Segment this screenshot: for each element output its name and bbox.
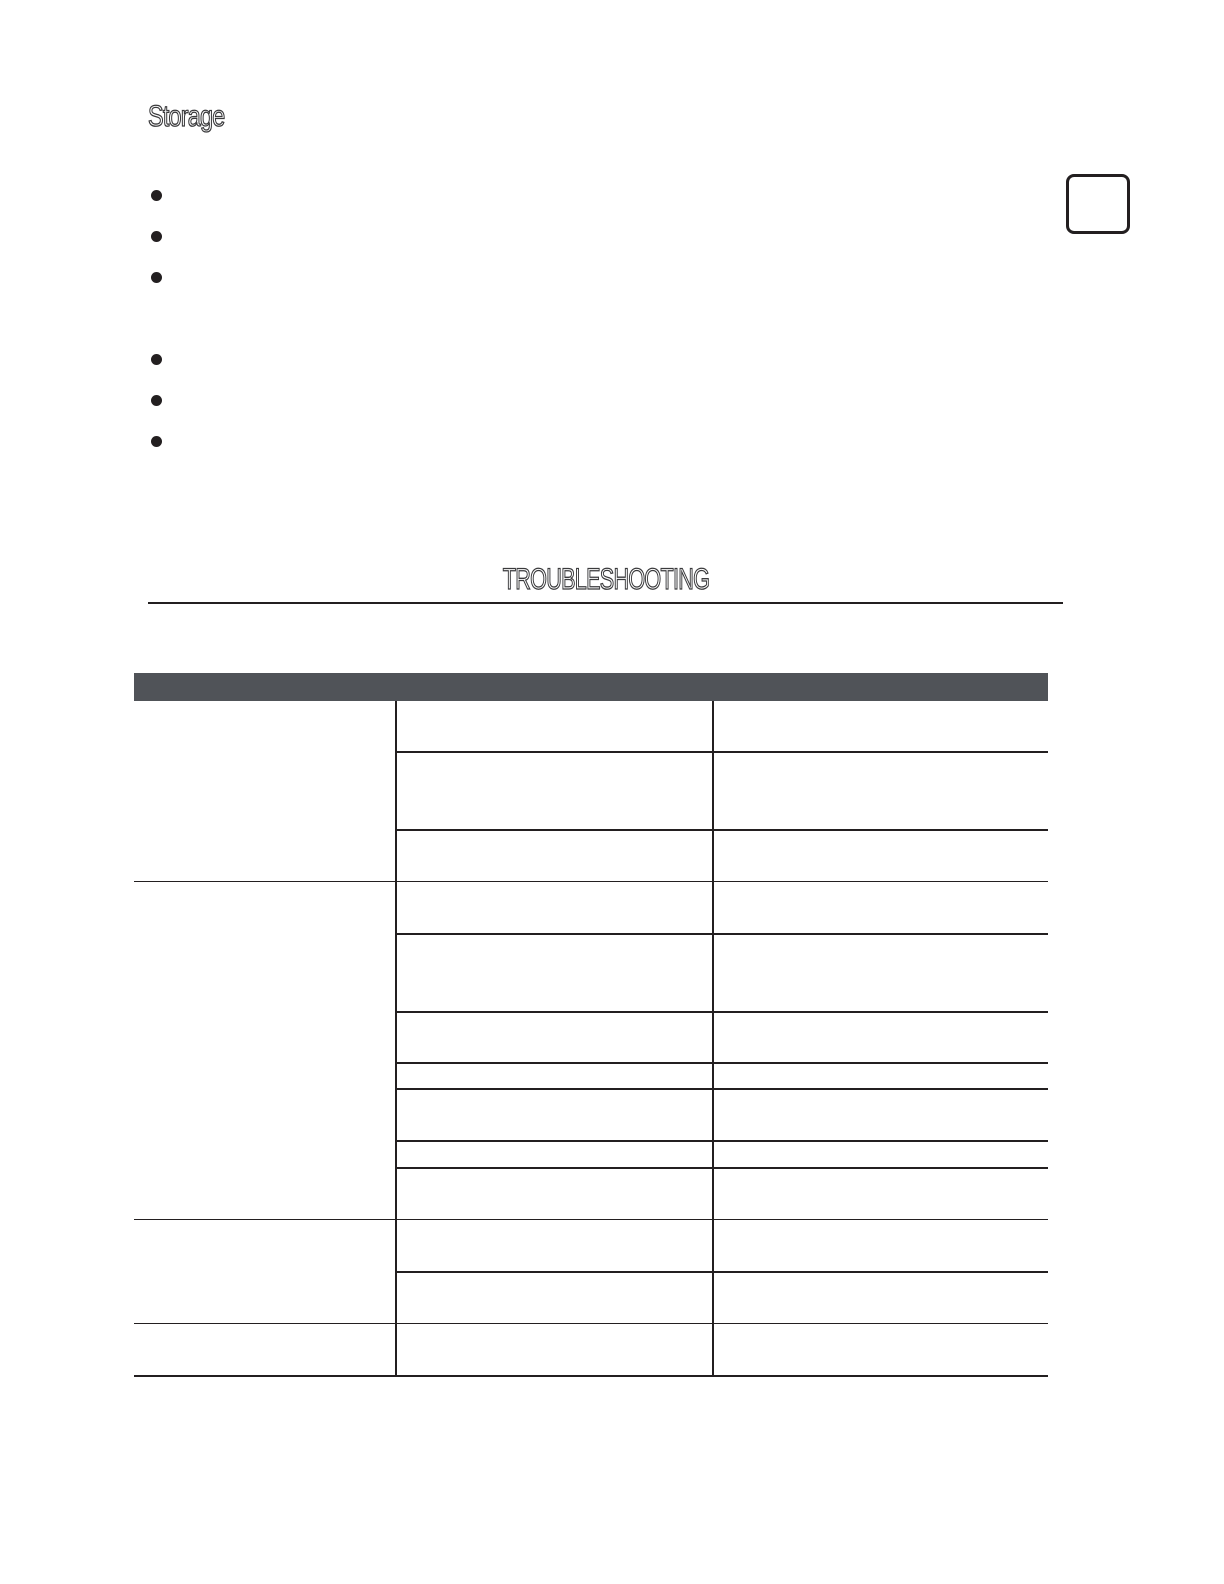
storage-bullet-item bbox=[148, 426, 1028, 460]
troubleshooting-table bbox=[134, 673, 1048, 1376]
cause-cell bbox=[397, 1272, 712, 1324]
solution-cell bbox=[714, 1272, 1048, 1324]
solution-cell bbox=[714, 934, 1048, 1012]
cause-cell bbox=[397, 1141, 712, 1168]
bullet-dot-icon bbox=[151, 436, 162, 447]
solution-cell bbox=[714, 1168, 1048, 1220]
column-divider bbox=[712, 701, 714, 1376]
solution-cell bbox=[714, 701, 1048, 752]
language-tab bbox=[1066, 174, 1130, 234]
cause-cell bbox=[397, 1220, 712, 1272]
solution-cell bbox=[714, 1141, 1048, 1168]
cause-cell bbox=[397, 752, 712, 830]
title-divider bbox=[148, 602, 1063, 604]
column-divider bbox=[395, 701, 397, 1376]
problem-cell bbox=[134, 1220, 395, 1324]
bullet-dot-icon bbox=[151, 272, 162, 283]
cause-cell bbox=[397, 934, 712, 1012]
cause-cell bbox=[397, 882, 712, 934]
storage-bullet-item bbox=[148, 180, 1028, 214]
cause-cell bbox=[397, 830, 712, 882]
problem-cell bbox=[134, 882, 395, 1220]
storage-heading: Storage bbox=[148, 100, 225, 133]
solution-cell bbox=[714, 1063, 1048, 1089]
storage-bullet-item bbox=[148, 262, 1028, 296]
solution-cell bbox=[714, 1012, 1048, 1063]
group-divider bbox=[134, 1375, 1048, 1377]
cause-cell bbox=[397, 1012, 712, 1063]
cause-cell bbox=[397, 701, 712, 752]
solution-cell bbox=[714, 752, 1048, 830]
cause-cell bbox=[397, 1063, 712, 1089]
storage-bullet-item bbox=[148, 385, 1028, 419]
table-header bbox=[134, 673, 1048, 701]
cause-cell bbox=[397, 1324, 712, 1376]
solution-cell bbox=[714, 830, 1048, 882]
solution-cell bbox=[714, 1089, 1048, 1141]
bullet-dot-icon bbox=[151, 190, 162, 201]
cause-cell bbox=[397, 1089, 712, 1141]
solution-cell bbox=[714, 1220, 1048, 1272]
storage-bullet-item bbox=[148, 221, 1028, 255]
solution-cell bbox=[714, 882, 1048, 934]
problem-cell bbox=[134, 701, 395, 882]
storage-bullet-item bbox=[148, 344, 1028, 378]
cause-cell bbox=[397, 1168, 712, 1220]
troubleshooting-title: TROUBLESHOOTING bbox=[502, 563, 710, 596]
bullet-dot-icon bbox=[151, 354, 162, 365]
bullet-dot-icon bbox=[151, 231, 162, 242]
solution-cell bbox=[714, 1324, 1048, 1376]
problem-cell bbox=[134, 1324, 395, 1376]
bullet-dot-icon bbox=[151, 395, 162, 406]
